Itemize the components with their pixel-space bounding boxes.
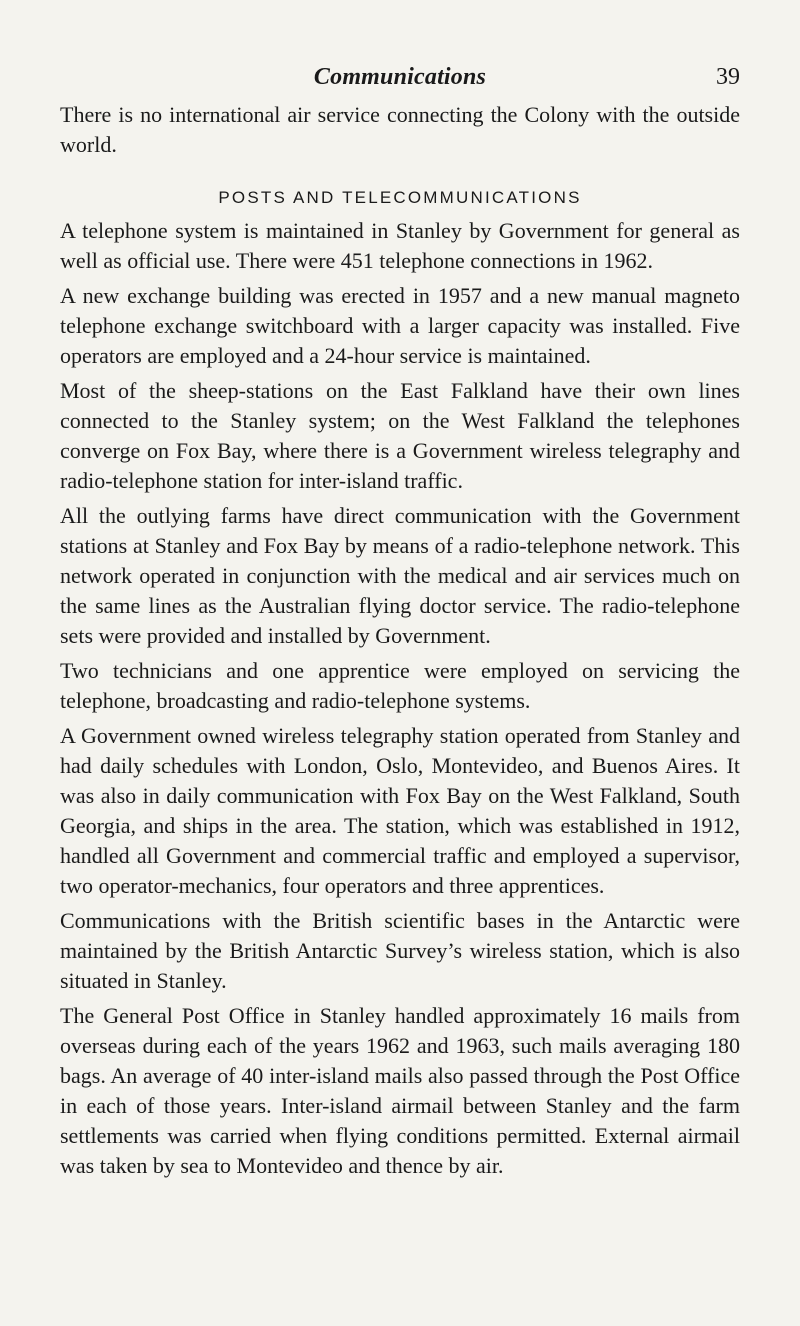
page-number: 39 — [716, 64, 740, 90]
body-paragraph: A new exchange building was erected in 1957 and a new manual magneto telephone exchange switchboard with a larger capacity was installed. Five operators are employed and a 24-hour service is maintained. — [60, 283, 740, 368]
body-paragraph: Most of the sheep-stations on the East Falkland have their own lines connected to the Stanley system; on the West Falkland the telephones converge on Fox Bay, where there is a Government wireless telegraphy and radio-telephone station for inter-island traffic. — [60, 378, 740, 493]
intro-paragraph: There is no international air service connecting the Colony with the outside world. — [60, 102, 740, 157]
body-paragraph: A Government owned wireless telegraphy station operated from Stanley and had daily schedules with London, Oslo, Montevideo, and Buenos Aires. It was also in daily communication with Fox Bay on the West Falkland, South Georgia, and ships in the area. The station, which was established in 1912, handled all Government and commercial traffic and employed a supervisor, two operator-mechanics, four operators and three apprentices. — [60, 723, 740, 898]
body-paragraph: The General Post Office in Stanley handled approximately 16 mails from overseas during each of the years 1962 and 1963, such mails averaging 180 bags. An average of 40 inter-island mails also passed through the Post Office in each of those years. Inter-island airmail between Stanley and the farm settlements was carried when flying conditions permitted. External airmail was taken by sea to Montevideo and thence by air. — [60, 1003, 740, 1178]
running-head — [60, 62, 740, 96]
running-title: Communications — [313, 64, 487, 90]
document-page — [60, 62, 740, 1186]
body-paragraph: Communications with the British scientific bases in the Antarctic were maintained by the British Antarctic Survey’s wireless station, which is also situated in Stanley. — [60, 908, 740, 993]
body-paragraph: All the outlying farms have direct communication with the Government stations at Stanley and Fox Bay by means of a radio-telephone network. This network operated in conjunction with the medical and air services much on the same lines as the Australian flying doctor service. The radio-telephone sets were provided and installed by Government. — [60, 503, 740, 648]
body-paragraph: Two technicians and one apprentice were employed on servicing the telephone, broadcasting and radio-telephone systems. — [60, 658, 740, 713]
body-paragraph: A telephone system is maintained in Stanley by Government for general as well as official use. There were 451 telephone connections in 1962. — [60, 218, 740, 273]
section-heading: POSTS AND TELECOMMUNICATIONS — [218, 188, 582, 207]
